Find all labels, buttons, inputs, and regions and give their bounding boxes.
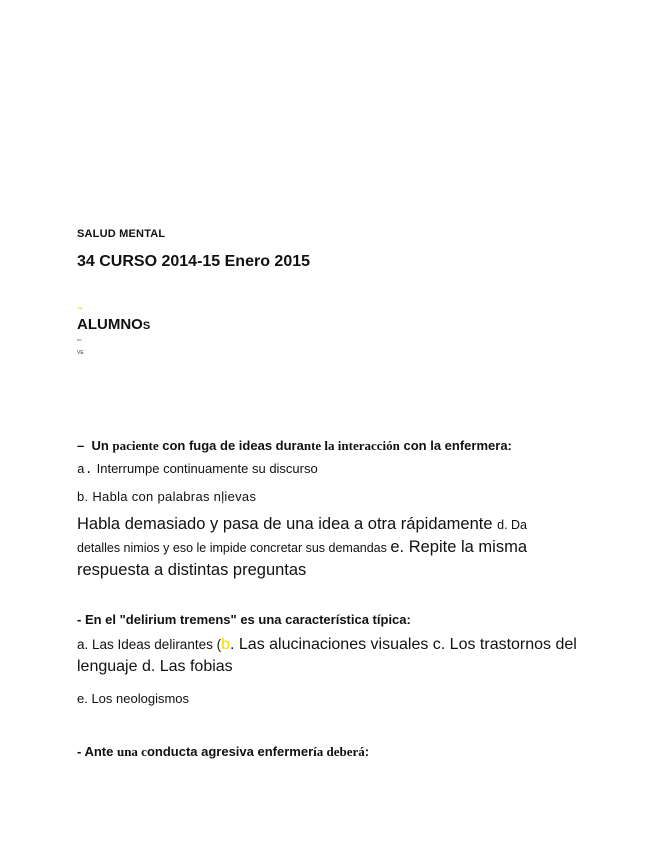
q1-options-cde <box>77 513 577 581</box>
tiny-mark-1: ho <box>77 337 82 342</box>
q3-part-4: ía deberá <box>313 744 365 759</box>
q1-option-c: Habla demasiado y pasa de una idea a otra rápidamente <box>77 515 498 533</box>
q1-option-d-letter: d. Da <box>497 518 528 532</box>
q2-option-b-letter: b <box>221 636 230 653</box>
q2-option-e: e. Los neologismos <box>77 691 190 706</box>
q3-part-5: : <box>364 744 370 759</box>
question-3 <box>77 744 369 760</box>
q2-options-abcd <box>77 634 577 678</box>
alumnos-heading <box>77 316 150 333</box>
q1-dash: – <box>77 438 85 453</box>
q1-part-2: paciente <box>112 438 159 453</box>
q1-part-3: con fuga de ideas dura <box>158 438 304 453</box>
q3-part-1: - Ante <box>77 744 117 759</box>
subject-heading: SALUD MENTAL <box>77 228 166 240</box>
q1-option-a-text: Interrumpe continuamente su discurso <box>96 461 318 476</box>
alumnos-main: ALUMNO <box>77 316 143 333</box>
q1-option-b: b. Habla con palabras nļievas <box>77 489 257 504</box>
q1-part-5: con la enfermera: <box>399 438 512 453</box>
q3-part-2: una c <box>116 744 147 759</box>
q2-option-b: . Las alucinaciones visuales c. Los trastornos del lenguaje d. Las fobias <box>77 636 577 675</box>
q1-part-1: Un <box>91 438 113 453</box>
question-1 <box>77 438 512 454</box>
q1-part-4: nte la interacción <box>303 438 400 453</box>
tiny-mark-2: VE <box>77 350 84 356</box>
yellow-mark: m <box>78 306 83 312</box>
course-heading: 34 CURSO 2014-15 Enero 2015 <box>77 253 311 270</box>
q1-option-a-letter: a. <box>77 462 93 477</box>
q1-option-d: detalles nimios y eso le impide concretar sus demandas <box>77 541 391 555</box>
q1-option-a <box>77 461 318 477</box>
alumnos-s: S <box>142 320 151 332</box>
q2-option-a: a. Las Ideas delirantes ( <box>77 637 222 652</box>
q3-part-3: onducta agresiva enfermer <box>146 744 314 759</box>
q1-option-e: e. Repite la misma respuesta a distintas preguntas <box>77 538 527 579</box>
question-2: - En el "delirium tremens" es una característica típica: <box>77 612 411 627</box>
